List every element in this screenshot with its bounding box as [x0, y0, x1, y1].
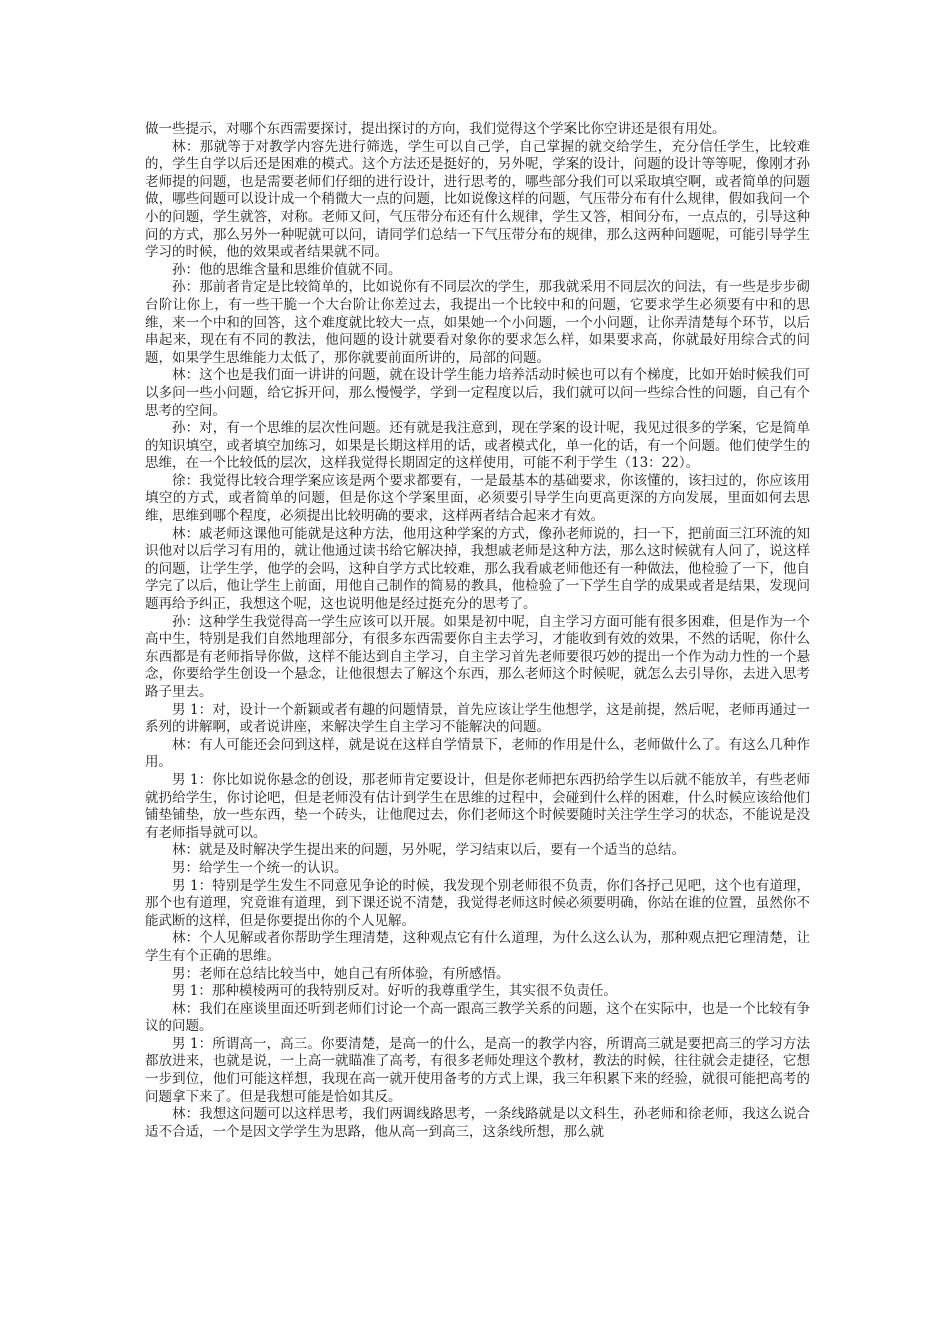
paragraph: 做一些提示，对哪个东西需要探讨，提出探讨的方向，我们觉得这个学案比你空讲还是很有用处。	[145, 121, 726, 137]
paragraph: 林：就是及时解决学生提出来的问题，另外呢，学习结束以后，要有一个适当的总结。	[172, 842, 685, 859]
paragraph: 林：这个也是我们面一讲讲的问题，就在设计学生能力培养活动时候也可以有个梯度，比如开始时候我们可以多问一些小问题，给它拆开问，那么慢慢学，学到一定程度以后，我们就可以问一些综合性的问题，自己有个思考的空间。	[145, 367, 810, 419]
paragraph: 林：个人见解或者你帮助学生理清楚，这种观点它有什么道理，为什么这么认为，那种观点把它理清楚，让学生有个正确的思维。	[145, 930, 810, 964]
paragraph: 男：给学生一个统一的认识。	[172, 859, 348, 876]
paragraph: 男 1：所谓高一，高三。你要清楚，是高一的什么，是高一的教学内容，所谓高三就是要把高三的学习方法都放进来，也就是说，一上高一就瞄准了高考，有很多老师处理这个教材，教法的时候，往往就会走捷径，它想一步到位，他们可能这样想，我现在高一就开使用备考的方式上课，我三年积累下来的经验，就很可能把高考的问题拿下来了。但是我想可能是恰如其反。	[145, 1035, 810, 1105]
paragraph: 男 1：你比如说你悬念的创设，那老师肯定要设计，但是你老师把东西扔给学生以后就不能放羊，有些老师就扔给学生，你讨论吧，但是老师没有估计到学生在思维的过程中，会碰到什么样的困难，什么时候应该给他们铺垫铺垫，放一些东西，垫一个砖头，让他爬过去，你们老师这个时候要随时关注学生学习的状态，不能说是没有老师指导就可以。	[145, 771, 810, 841]
document-page	[145, 121, 810, 1141]
paragraph: 孙：对，有一个思维的层次性问题。还有就是我注意到，现在学案的设计呢，我见过很多的学案，它是简单的知识填空，或者填空加练习，如果是长期这样用的话，或者模式化，单一化的话，有一个问题。他们使学生的思维，在一个比较低的层次，这样我觉得长期固定的这样使用，可能不利于学生（13：22）。	[145, 420, 810, 472]
paragraph: 男 1：特别是学生发生不同意见争论的时候，我发现个别老师很不负责，你们各抒己见吧，这个也有道理，那个也有道理，究竟谁有道理，到下课还说不清楚，我觉得老师这时候必须要明确，你站在谁的位置，虽然你不能武断的这样，但是你要提出你的个人见解。	[145, 877, 810, 929]
paragraph: 林：戚老师这课他可能就是这种方法，他用这种学案的方式，像孙老师说的，扫一下，把前面三江环流的知识他对以后学习有用的，就让他通过读书给它解决掉，我想戚老师是这种方法，那么这时候就有人问了，说这样的问题，让学生学，他学的会吗，这种自学方式比较难，那么我看戚老师他还有一种做法，他检验了一下，他自学完了以后，他让学生上前面，用他自己制作的简易的教具，他检验了一下学生自学的成果或者是结果，发现问题再给予纠正，我想这个呢，这也说明他是经过挺充分的思考了。	[145, 525, 810, 613]
paragraph: 孙：这种学生我觉得高一学生应该可以开展。如果是初中呢，自主学习方面可能有很多困难，但是作为一个高中生，特别是我们自然地理部分，有很多东西需要你自主去学习，才能收到有效的效果，不然的话呢，你什么东西都是有老师指导你做，这样不能达到自主学习，自主学习首先老师要很巧妙的提出一个作为动力性的一个悬念，你要给学生创设一个悬念，让他很想去了解这个东西，那么老师这个时候呢，就怎么去引导你，去进入思考路子里去。	[145, 613, 810, 700]
paragraph: 徐：我觉得比较合理学案应该是两个要求都要有，一是最基本的基础要求，你该懂的，该扫过的，你应该用填空的方式，或者简单的问题，但是你这个学案里面，必须要引导学生向更高更深的方向发展，里面如何去思维，思维到哪个程度，必须提出比较明确的要求，这样两者结合起来才有效。	[145, 472, 810, 525]
paragraph: 林：我们在座谈里面还听到老师们讨论一个高一跟高三教学关系的问题，这个在实际中，也是一个比较有争议的问题。	[145, 1000, 810, 1035]
paragraph: 孙：那前者肯定是比较简单的，比如说你有不同层次的学生，那我就采用不同层次的问法，有一些是步步砌台阶让你上，有一些干脆一个大台阶让你差过去，我提出一个比较中和的问题，它要求学生必须要有中和的思维，来一个中和的回答，这个难度就比较大一点，如果她一个小问题，一个小问题，让你弄清楚每个环节，以后串起来，现在有不同的教法，他问题的设计就要看对象你的要求怎么样，如果要求高，你就最好用综合式的问题，如果学生思维能力太低了，那你就要前面所讲的，局部的问题。	[145, 279, 810, 366]
paragraph: 林：有人可能还会问到这样，就是说在这样自学情景下，老师的作用是什么，老师做什么了。有这么几种作用。	[145, 736, 810, 771]
paragraph: 男 1：那种模棱两可的我特别反对。好听的我尊重学生，其实很不负责任。	[172, 983, 617, 1000]
paragraph: 男：老师在总结比较当中，她自己有所体验，有所感悟。	[172, 965, 510, 982]
paragraph: 林：那就等于对教学内容先进行筛选，学生可以自己学，自己掌握的就交给学生，充分信任学生，比较难的，学生自学以后还是困难的模式。这个方法还是挺好的，另外呢，学案的设计，问题的设计等等呢，像刚才孙老师提的问题，也是需要老师们仔细的进行设计，进行思考的，哪些部分我们可以采取填空啊，或者简单的问题做，哪些问题可以设计成一个稍微大一点的问题，比如说像这样的问题，气压带分布有什么规律，假如我问一个小的问题，学生就答，对称。老师又问，气压带分布还有什么规律，学生又答，相间分布，一点点的，引导这种问的方式，那么另外一种呢就可以问，请同学们总结一下气压带分布的规律，那么这两种问题呢，可能引导学生学习的时候，他的效果或者结果就不同。	[145, 138, 810, 261]
paragraph: 男 1：对，设计一个新颖或者有趣的问题情景，首先应该让学生他想学，这是前提，然后呢，老师再通过一系列的讲解啊，或者说讲座，来解决学生自主学习不能解决的问题。	[145, 701, 810, 736]
paragraph: 林：我想这问题可以这样思考，我们两调线路思考，一条线路就是以文科生，孙老师和徐老师，我这么说合适不合适，一个是因文学学生为思路，他从高一到高三，这条线所想，那么就	[145, 1106, 810, 1140]
paragraph: 孙：他的思维含量和思维价值就不同。	[172, 261, 402, 278]
